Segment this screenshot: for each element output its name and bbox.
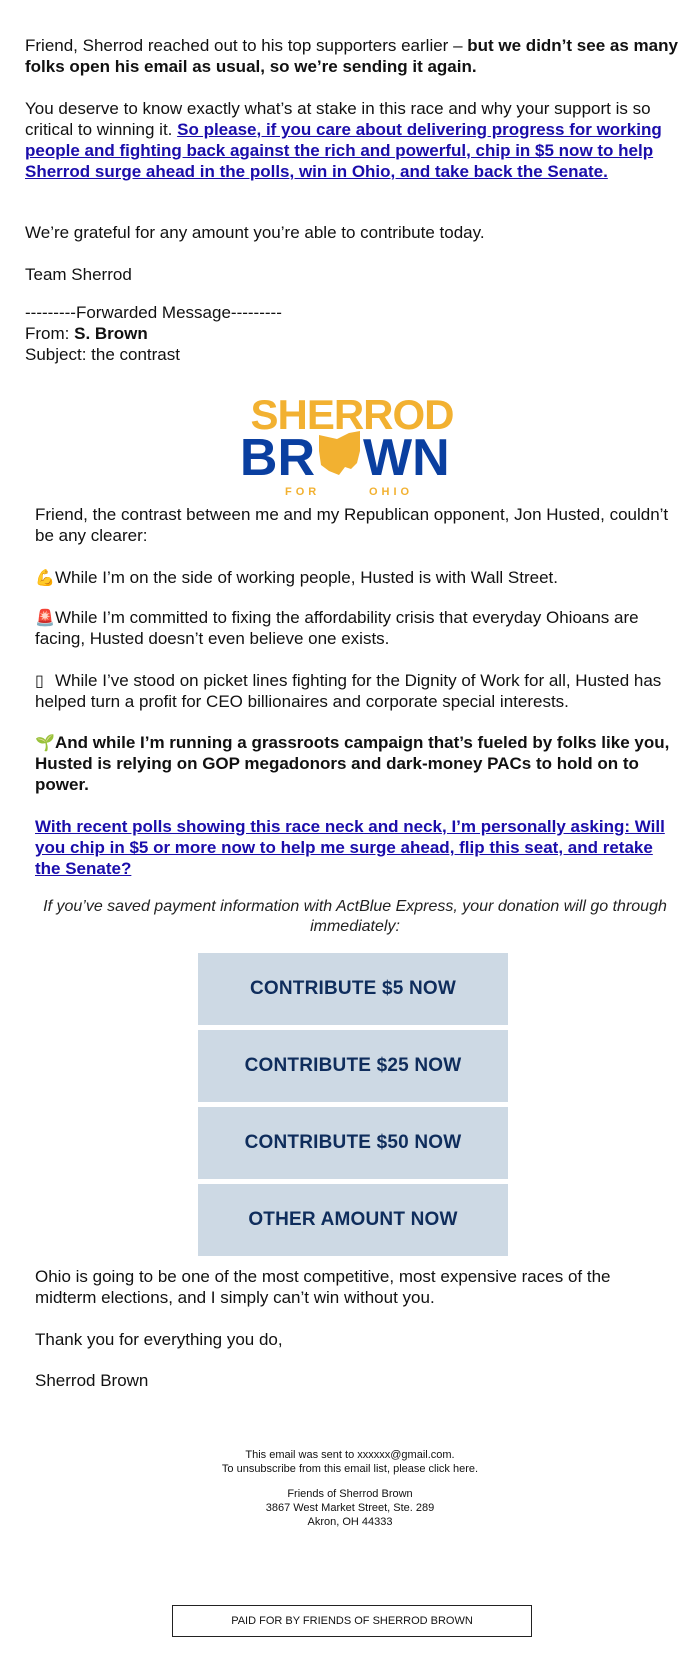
point-3-text: While I’ve stood on picket lines fighting for the Dignity of Work for all, Husted has helped turn a profit for CEO billionaires and corporate special interests.	[35, 671, 662, 711]
closing-paragraph: Ohio is going to be one of the most competitive, most expensive races of the midterm elections, and I simply can’t win without you.	[35, 1267, 611, 1307]
other-amount-button[interactable]: OTHER AMOUNT NOW	[198, 1184, 508, 1256]
intro-p1-text: Friend, Sherrod reached out to his top supporters earlier –	[25, 36, 468, 55]
sherrod-brown-logo-graphic	[197, 393, 507, 501]
point-4	[35, 732, 675, 795]
seedling-icon: 🌱	[35, 733, 55, 752]
donate-link-intro[interactable]: So please, if you care about delivering progress for working people and fighting back against the rich and powerful, chip in $5 now to help Sherrod surge ahead in the polls, win in Ohio, and take back the Senate.	[25, 120, 662, 181]
team-signoff: Team Sherrod	[25, 265, 132, 284]
contribute-25-button[interactable]: CONTRIBUTE $25 NOW	[198, 1030, 508, 1102]
ask-paragraph	[35, 816, 675, 879]
footer-org-name: Friends of Sherrod Brown	[287, 1488, 413, 1500]
logo-bottom-right: WN	[363, 429, 450, 487]
point-2	[35, 607, 675, 649]
logo-tag-for: FOR	[285, 486, 321, 498]
footer-unsubscribe[interactable]	[0, 1462, 700, 1476]
intro-paragraph-1	[25, 35, 680, 77]
intro-paragraph-2	[25, 98, 680, 182]
paid-for-disclaimer	[172, 1605, 532, 1637]
intro-paragraph-3: We’re grateful for any amount you’re able to contribute today.	[25, 223, 485, 242]
flexed-bicep-icon: 💪	[35, 568, 55, 587]
forwarded-divider: ---------Forwarded Message---------	[25, 303, 282, 322]
forwarded-from	[25, 323, 680, 344]
intro-p1-bold: but we didn’t see as many folks open his email as usual, so we’re sending it again.	[25, 36, 678, 76]
contribute-50-button[interactable]: CONTRIBUTE $50 NOW	[198, 1107, 508, 1179]
point-2-text: While I’m committed to fixing the affordability crisis that everyday Ohioans are facing, Husted doesn’t even believe one exists.	[35, 608, 639, 648]
footer-address-line-2: Akron, OH 44333	[307, 1516, 393, 1528]
from-name: S. Brown	[74, 324, 148, 343]
unsubscribe-link[interactable]: To unsubscribe from this email list, please click here.	[221, 1463, 479, 1475]
actblue-express-note: If you’ve saved payment information with ActBlue Express, your donation will go through immediately:	[43, 898, 667, 935]
missing-glyph-icon: ▯	[35, 671, 44, 690]
footer-address-line-1: 3867 West Market Street, Ste. 289	[265, 1502, 435, 1514]
logo-bottom-left: BR	[239, 429, 315, 487]
paid-for-text: PAID FOR BY FRIENDS OF SHERROD BROWN	[231, 1615, 473, 1627]
logo-tag-ohio: OHIO	[369, 486, 414, 498]
forwarded-subject: Subject: the contrast	[25, 345, 180, 364]
contribute-5-button[interactable]: CONTRIBUTE $5 NOW	[198, 953, 508, 1025]
footer-sent-to: This email was sent to xxxxxx@gmail.com.	[245, 1449, 455, 1461]
point-1	[35, 567, 675, 588]
thank-you-line: Thank you for everything you do,	[35, 1330, 283, 1349]
donate-link-ask[interactable]: With recent polls showing this race neck and neck, I’m personally asking: Will you chip in $5 or more now to help me surge ahead, flip this seat, and retake the Senate?	[35, 817, 665, 878]
intro-p2-text: You deserve to know exactly what’s at stake in this race and why your support is so critical to winning it.	[25, 99, 651, 139]
siren-icon: 🚨	[35, 608, 55, 627]
point-4-text: And while I’m running a grassroots campaign that’s fueled by folks like you, Husted is relying on GOP megadonors and dark-money PACs to hold on to power.	[35, 733, 670, 794]
logo-top-word: SHERROD	[250, 393, 454, 438]
from-label: From:	[25, 324, 75, 343]
campaign-logo	[197, 393, 507, 501]
point-1-text: While I’m on the side of working people, Husted is with Wall Street.	[55, 568, 558, 587]
letter-opening: Friend, the contrast between me and my Republican opponent, Jon Husted, couldn’t be any clearer:	[35, 505, 669, 545]
point-3	[35, 670, 675, 712]
signature: Sherrod Brown	[35, 1371, 149, 1390]
